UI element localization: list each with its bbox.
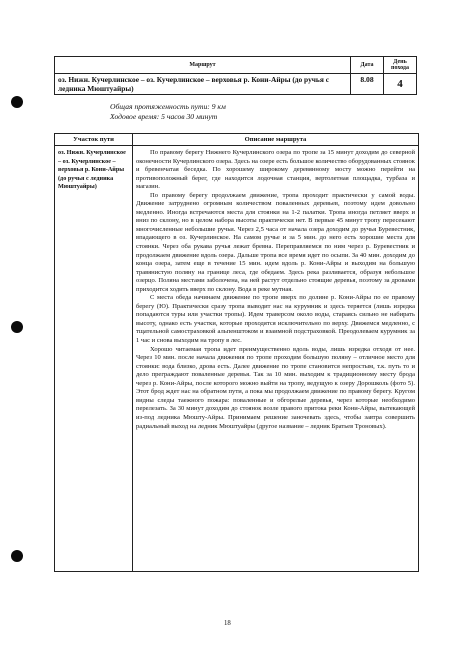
section-header: Участок пути bbox=[55, 134, 133, 146]
page-number: 18 bbox=[224, 620, 231, 627]
description-paragraph: По правому берегу Нижнего Кучерлинского озера по тропе за 15 минут доходим до северной оконечности Кучерлинского озера. Здесь на озере есть большое количество оборудованных стоянок и бревенчатая беседка. По хорошему широкому деревянному мосту можно перейти на противоположный берег, где находится лодочная станция, вертолетная площадка, турбаза и магазин. bbox=[136, 149, 415, 191]
route-description-table bbox=[54, 133, 419, 572]
description-paragraph: С места обеда начинаем движение по тропе вверх по долине р. Кони-Айры по ее правому берегу (Ю). Практически сразу тропа выводит нас на курумник и здесь теряется (лишь изредка попадаются туры или участки тропы). Идем траверсом около воды, стараясь сильно не набирать высоту, однако есть участки, которые проходятся исключительно по верху. Движемся медленно, с тщательной самостраховкой альпенштоком и взаимной подстраховкой. Преодолеваем курумник за 1 час и снова выходим на тропу в лес. bbox=[136, 294, 415, 345]
route-date: 8.08 bbox=[351, 74, 384, 95]
punch-hole bbox=[11, 550, 23, 562]
description-header: Описание маршрута bbox=[133, 134, 419, 146]
punch-hole bbox=[11, 321, 23, 333]
section-name: оз. Нижн. Кучерлинское – оз. Кучерлинское – верховья р. Кони-Айры (до ручья с ледника Мюштуайры) bbox=[55, 146, 133, 572]
route-description bbox=[133, 146, 419, 572]
punch-hole bbox=[11, 96, 23, 108]
route-table bbox=[54, 56, 417, 95]
route-name: оз. Нижн. Кучерлинское – оз. Кучерлинское – верховья р. Кони-Айры (до ручья с ледника Мюштуайры) bbox=[55, 74, 351, 95]
route-summary bbox=[110, 102, 226, 121]
description-paragraph: Хорошо читаемая тропа идет преимущественно вдоль воды, лишь изредка отходя от нее. Через 10 мин. после начала движения по тропе проходим большую поляну – отличное место для стоянки: вода близко, дрова есть. Далее движение по тропе становится непростым, т.к. путь то и дело преграждают поваленные деревья. Так за 10 мин. выходим к традиционному месту брода через р. Кони-Айры, после которого можно выйти на тропу, ведущую к озеру Дорошколь (фото 5). Этот брод ждет нас на обратном пути, а пока мы продолжаем движение по правому берегу. Кругом видны следы таежного пожара: поваленные и обгорелые деревья, через которые необходимо перелезать. За 30 минут доходим до стоянок возле правого притока реки Кони-Айры, вытекающей из-под ледника Мюшту-Айры. Принимаем решение заночевать здесь, чтобы завтра совершить радиальный выход на ледник Мюштуайры (другое название – ледник Братьев Троновых). bbox=[136, 345, 415, 430]
date-header: Дата bbox=[351, 57, 384, 74]
travel-time: Ходовое время: 5 часов 30 минут bbox=[110, 111, 218, 121]
day-header: День похода bbox=[384, 57, 417, 74]
route-day: 4 bbox=[384, 74, 417, 95]
description-paragraph: По правому берегу продолжаем движение, тропа проходит практически у самой воды. Движение затруднено огромным количеством поваленных деревьев, поэтому идем довольно медленно. Иногда встречаются места для стоянки на 1-2 палатки. Тропа иногда петляет вверх и вниз по склону, но в целом набора высоты практически нет. В первые 45 минут тропу пересекают многочисленные небольшие ручьи. Через 2,5 часа от начала озера доходим до ручья Буревестник, впадающего в оз. Кучерлинское. На самом ручье и за 5 мин. до него есть хорошие места для стоянки. Через оба рукава ручья лежат бревна. Переправляемся по ним через р. Буревестник и продолжаем движение вдоль озера. Дальше тропа все время идет по осыпи. За 40 мин. доходим до конца озера, затем еще в течение 15 мин. идем вдоль р. Кони-Айры и выходим на большую травянистую поляну на границе леса, где обедаем. Здесь река разливается, образуя небольшое озерцо. Поляна местами заболочена, на ней растут отдельно стоящие деревья, поэтому за дровами приходится ходить вверх по склону. Вода в реке мутная. bbox=[136, 191, 415, 293]
route-header: Маршрут bbox=[55, 57, 351, 74]
total-length: Общая протяженность пути: 9 км bbox=[110, 102, 226, 111]
